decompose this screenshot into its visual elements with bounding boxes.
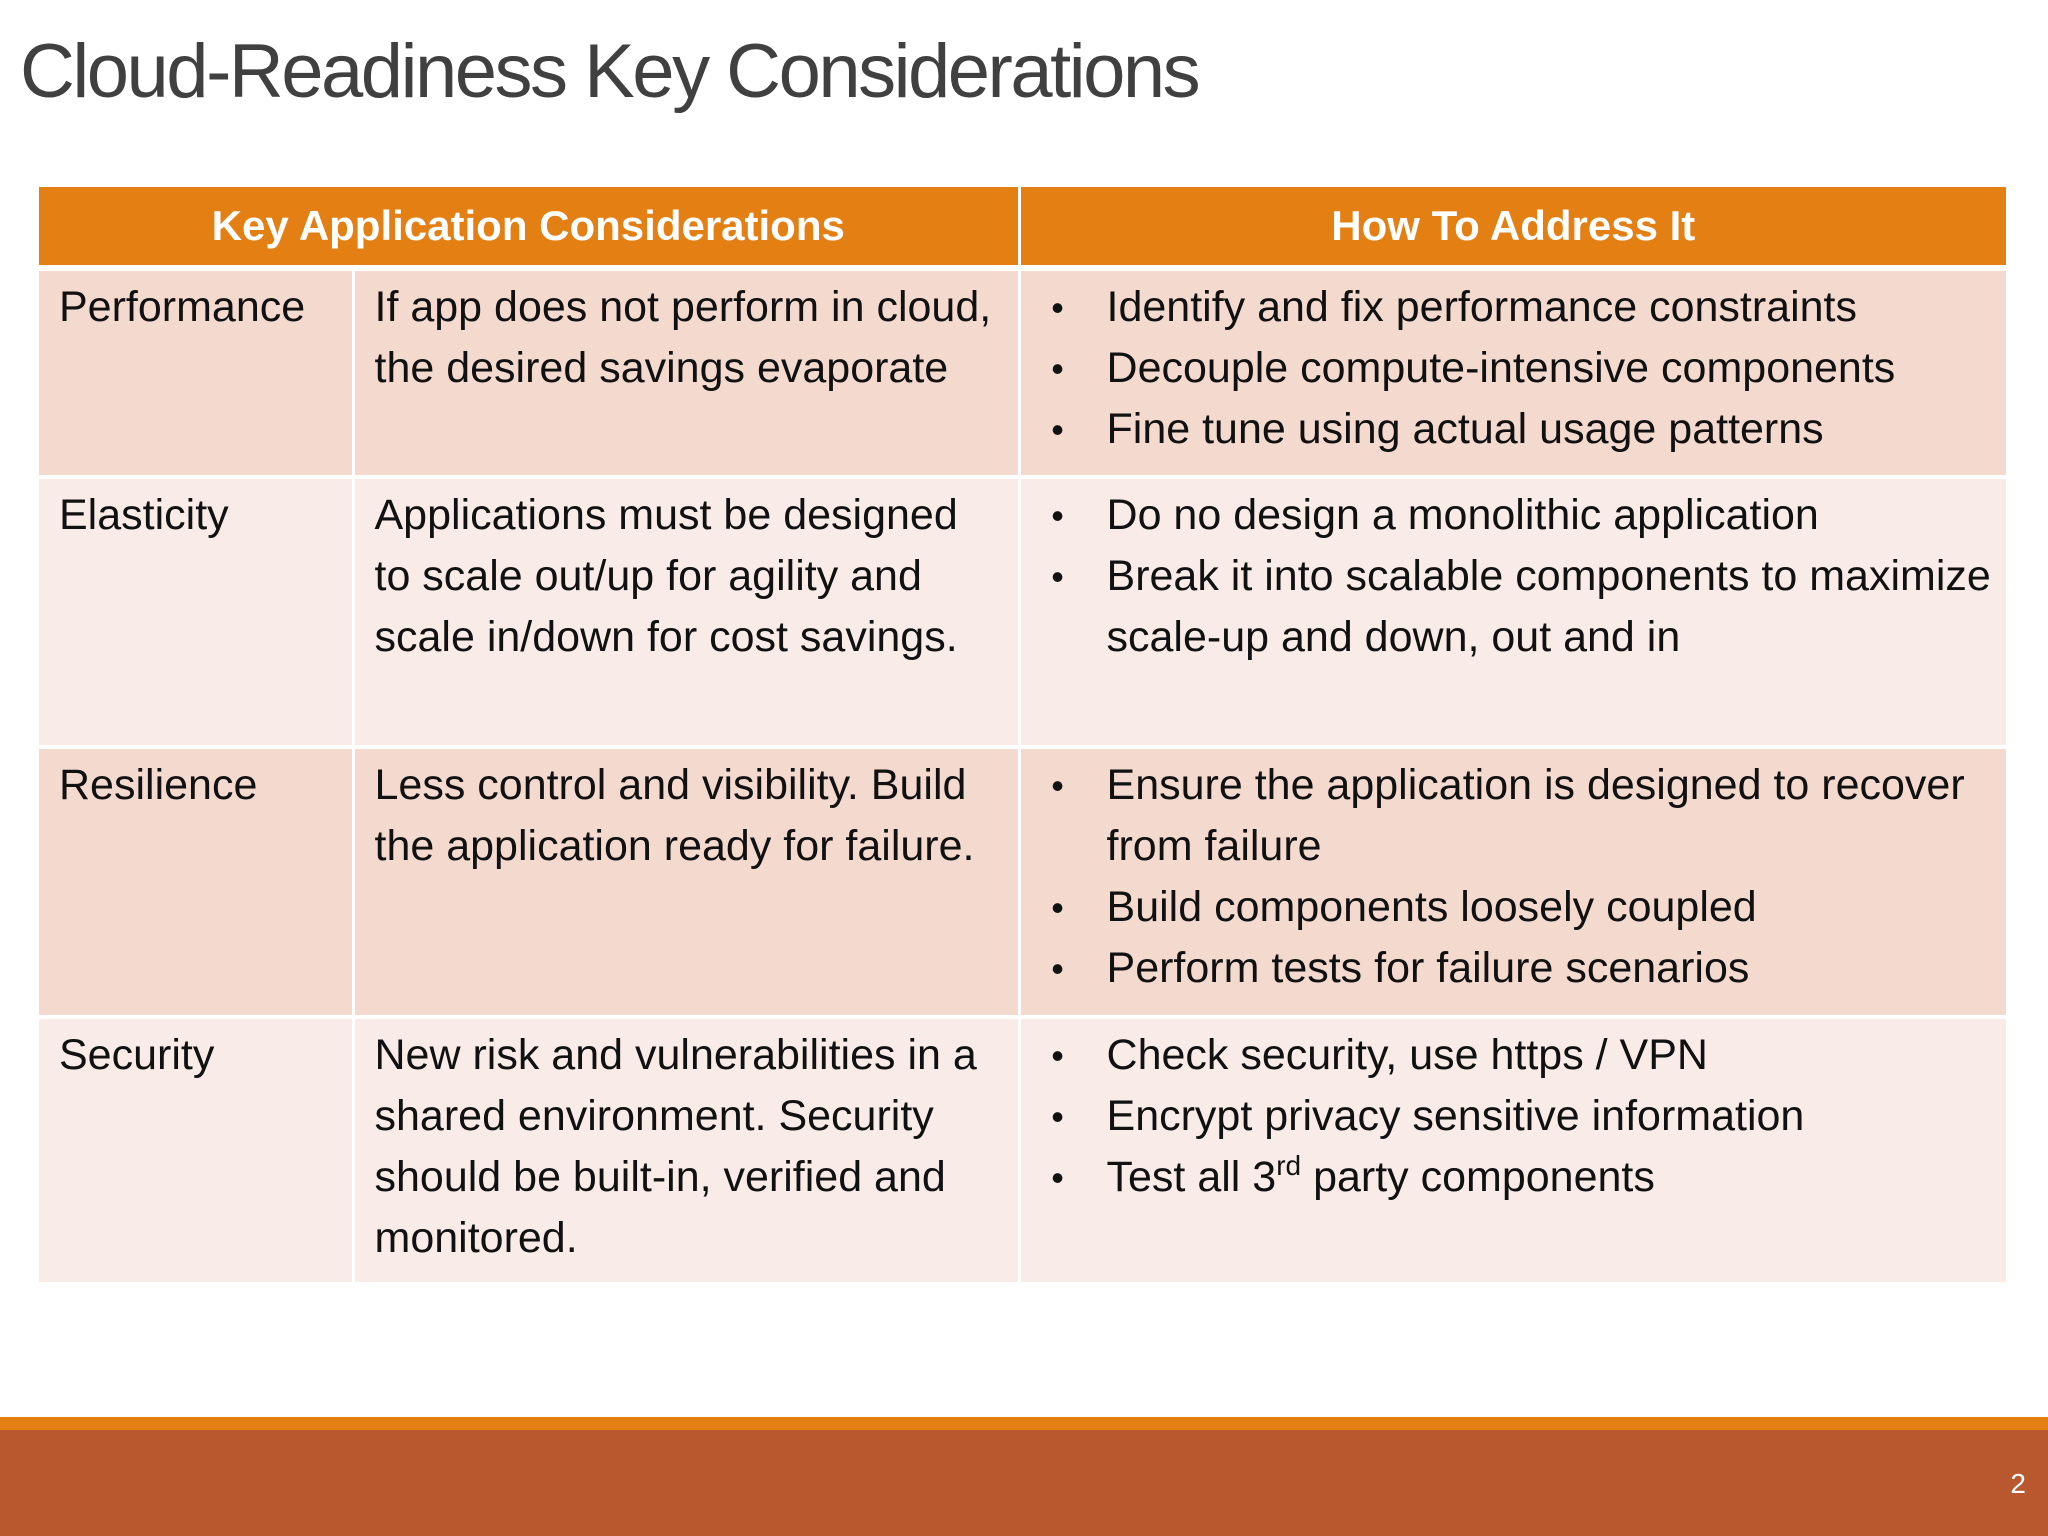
action-text: Ensure the application is designed to recover from failure bbox=[1106, 761, 1965, 870]
header-key-considerations: Key Application Considerations bbox=[39, 187, 1019, 268]
actions-cell bbox=[1019, 268, 2006, 477]
action-item bbox=[1021, 1025, 1997, 1086]
action-list bbox=[1021, 1025, 1997, 1208]
bullet-icon: • bbox=[1051, 1096, 1064, 1137]
bullet-icon: • bbox=[1051, 556, 1064, 597]
ordinal-superscript: rd bbox=[1276, 1150, 1302, 1181]
bullet-icon: • bbox=[1051, 495, 1064, 536]
bullet-icon: • bbox=[1051, 287, 1064, 328]
aspect-cell: Resilience bbox=[39, 747, 353, 1017]
considerations-table-container bbox=[39, 187, 2006, 1286]
action-item bbox=[1021, 938, 1997, 999]
action-item bbox=[1021, 1086, 1997, 1147]
bullet-icon: • bbox=[1051, 948, 1064, 989]
description-cell: New risk and vulnerabilities in a shared environment. Security should be built-in, verified and monitored. bbox=[353, 1017, 1019, 1284]
action-list bbox=[1021, 277, 1997, 460]
header-how-to-address: How To Address It bbox=[1019, 187, 2006, 268]
bullet-icon: • bbox=[1051, 1035, 1064, 1076]
action-text: Identify and fix performance constraints bbox=[1106, 283, 1857, 331]
bullet-icon: • bbox=[1051, 887, 1064, 928]
action-text: Break it into scalable components to maximize scale-up and down, out and in bbox=[1106, 552, 1991, 661]
description-cell: Applications must be designed to scale out/up for agility and scale in/down for cost savings. bbox=[353, 477, 1019, 747]
action-text: Fine tune using actual usage patterns bbox=[1106, 405, 1824, 453]
action-item bbox=[1021, 546, 1997, 668]
action-text: Do no design a monolithic application bbox=[1106, 491, 1819, 539]
bullet-icon: • bbox=[1051, 1157, 1064, 1198]
description-cell: Less control and visibility. Build the application ready for failure. bbox=[353, 747, 1019, 1017]
actions-cell bbox=[1019, 1017, 2006, 1284]
table-row-security bbox=[39, 1017, 2006, 1284]
footer-accent-line bbox=[0, 1417, 2048, 1430]
action-text: Build components loosely coupled bbox=[1106, 883, 1757, 931]
action-item bbox=[1021, 877, 1997, 938]
actions-cell bbox=[1019, 477, 2006, 747]
action-list bbox=[1021, 755, 1997, 999]
action-item bbox=[1021, 277, 1997, 338]
table-row-elasticity bbox=[39, 477, 2006, 747]
action-item bbox=[1021, 338, 1997, 399]
table-header-row bbox=[39, 187, 2006, 268]
bullet-icon: • bbox=[1051, 765, 1064, 806]
action-item bbox=[1021, 399, 1997, 460]
bullet-icon: • bbox=[1051, 348, 1064, 389]
description-cell: If app does not perform in cloud, the desired savings evaporate bbox=[353, 268, 1019, 477]
aspect-cell: Security bbox=[39, 1017, 353, 1284]
action-item bbox=[1021, 755, 1997, 877]
action-item bbox=[1021, 1147, 1997, 1208]
action-list bbox=[1021, 485, 1997, 668]
considerations-table bbox=[39, 187, 2006, 1286]
action-text-after: party components bbox=[1301, 1153, 1655, 1201]
action-text: Perform tests for failure scenarios bbox=[1106, 944, 1750, 992]
aspect-cell: Performance bbox=[39, 268, 353, 477]
action-text bbox=[1106, 1150, 1655, 1201]
actions-cell bbox=[1019, 747, 2006, 1017]
action-item bbox=[1021, 485, 1997, 546]
aspect-cell: Elasticity bbox=[39, 477, 353, 747]
action-text: Encrypt privacy sensitive information bbox=[1106, 1092, 1805, 1140]
footer-band bbox=[0, 1430, 2048, 1536]
table-row-resilience bbox=[39, 747, 2006, 1017]
bullet-icon: • bbox=[1051, 409, 1064, 450]
action-text: Check security, use https / VPN bbox=[1106, 1031, 1708, 1079]
table-row-performance bbox=[39, 268, 2006, 477]
action-text: Decouple compute-intensive components bbox=[1106, 344, 1896, 392]
slide-title: Cloud-Readiness Key Considerations bbox=[20, 29, 1199, 114]
page-number: 2 bbox=[2010, 1468, 2026, 1499]
action-text-before: Test all 3 bbox=[1106, 1153, 1277, 1201]
